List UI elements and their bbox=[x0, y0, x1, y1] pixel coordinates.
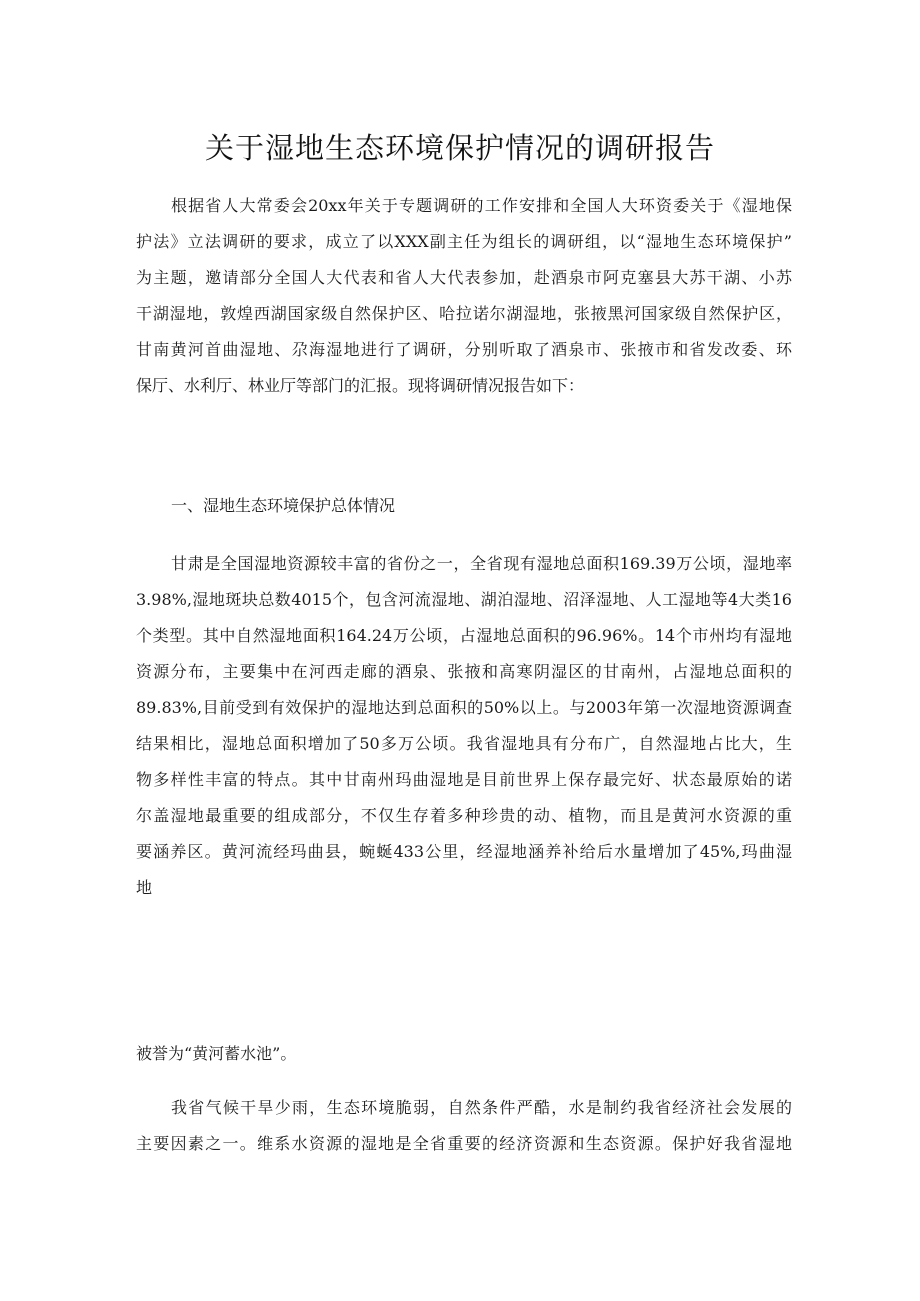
text-line: 护法》立法调研的要求，成立了以XXX副主任为组长的调研组，以“湿地生态环境保护” bbox=[136, 232, 792, 251]
text-line: 干湖湿地，敦煌西湖国家级自然保护区、哈拉诺尔湖湿地，张掖黑河国家级自然保护区， bbox=[136, 304, 792, 323]
text-line: 3.98%,湿地斑块总数4015个，包含河流湿地、湖泊湿地、沼泽湿地、人工湿地等4大类16 bbox=[136, 590, 792, 609]
paragraph-continuation bbox=[136, 1036, 792, 1072]
section-heading bbox=[136, 488, 792, 524]
text-line: 我省气候干旱少雨，生态环境脆弱，自然条件严酷，水是制约我省经济社会发展的 bbox=[171, 1098, 792, 1117]
text-line: 地 bbox=[136, 878, 153, 897]
paragraph-overview bbox=[136, 546, 792, 906]
text-line: 被誉为“黄河蓄水池”。 bbox=[136, 1044, 297, 1063]
text-line: 个类型。其中自然湿地面积164.24万公顷，占湿地总面积的96.96%。14个市州均有湿地 bbox=[136, 626, 792, 645]
text-line: 甘南黄河首曲湿地、尕海湿地进行了调研，分别听取了酒泉市、张掖市和省发改委、环 bbox=[136, 340, 792, 359]
document-title: 关于湿地生态环境保护情况的调研报告 bbox=[204, 131, 715, 165]
text-line: 甘肃是全国湿地资源较丰富的省份之一，全省现有湿地总面积169.39万公顷，湿地率 bbox=[171, 554, 792, 573]
paragraph-introduction bbox=[136, 188, 792, 404]
text-line: 根据省人大常委会20xx年关于专题调研的工作安排和全国人大环资委关于《湿地保 bbox=[171, 196, 792, 215]
paragraph-climate bbox=[136, 1090, 792, 1162]
text-line: 为主题，邀请部分全国人大代表和省人大代表参加，赴酒泉市阿克塞县大苏干湖、小苏 bbox=[136, 268, 792, 287]
text-line: 结果相比，湿地总面积增加了50多万公顷。我省湿地具有分布广，自然湿地占比大，生 bbox=[136, 734, 792, 753]
text-line: 主要因素之一。维系水资源的湿地是全省重要的经济资源和生态资源。保护好我省湿地 bbox=[136, 1134, 792, 1153]
text-line: 89.83%,目前受到有效保护的湿地达到总面积的50%以上。与2003年第一次湿地资源调查 bbox=[136, 698, 792, 717]
text-line: 资源分布，主要集中在河西走廊的酒泉、张掖和高寒阴湿区的甘南州，占湿地总面积的 bbox=[136, 662, 792, 681]
section-heading-text: 一、湿地生态环境保护总体情况 bbox=[171, 496, 396, 515]
text-line: 物多样性丰富的特点。其中甘南州玛曲湿地是目前世界上保存最完好、状态最原始的诺 bbox=[136, 770, 792, 789]
text-line: 尔盖湿地最重要的组成部分，不仅生存着多种珍贵的动、植物，而且是黄河水资源的重 bbox=[136, 806, 792, 825]
text-line: 要涵养区。黄河流经玛曲县，蜿蜒433公里，经湿地涵养补给后水量增加了45%,玛曲湿 bbox=[136, 842, 792, 861]
text-line: 保厅、水利厅、林业厅等部门的汇报。现将调研情况报告如下： bbox=[136, 376, 585, 395]
